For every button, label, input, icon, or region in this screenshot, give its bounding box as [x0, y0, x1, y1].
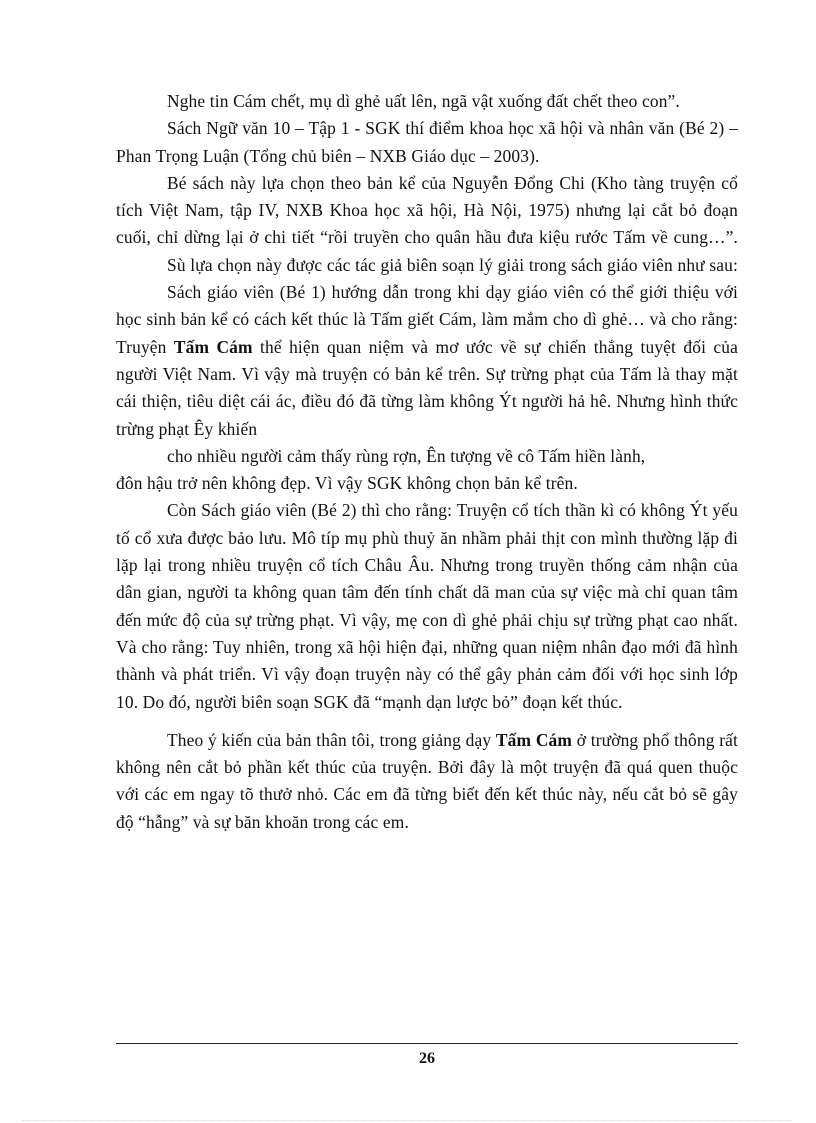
paragraph-5	[116, 279, 738, 443]
paragraph-3-text: Bé sách này lựa chọn theo bản kể của Nguyễn Đổng Chi (Kho tàng truyện cổ tích Việt Nam, tập IV, NXB Khoa học xã hội, Hà Nội, 1975) nhưng lại cắt bỏ đoạn cuối, chỉ dừng lại ở chi tiết “rồi truyền cho quân hầu đưa kiệu rước Tấm về cung…”.	[116, 172, 738, 248]
paragraph-1	[116, 88, 738, 115]
footer-divider	[116, 1043, 738, 1044]
story-title-tam-cam: Tấm Cám	[173, 336, 253, 357]
paragraph-6-text: Còn Sách giáo viên (Bé 2) thì cho rằng: Truyện cổ tích thần kì có không Ýt yếu tố cổ xưa được bảo lưu. Mô típ mụ phù thuỷ ăn nhầm phải thịt con mình thường lặp đi lặp lại trong nhiều truyện cổ tích Châu Âu. Nhưng trong truyền thống cảm nhận của dân gian, người ta không quan tâm đến tính chất dã man của sự việc mà chỉ quan tâm đến mức độ của sự trừng phạt. Vì vậy, mẹ con dì ghẻ phải chịu sự trừng phạt cao nhất. Và cho rằng: Tuy nhiên, trong xã hội hiện đại, những quan niệm nhân đạo mới đã hình thành và phát triển. Vì vậy đoạn truyện này có thể gây phản cảm đối với học sinh lớp 10. Do đó, người biên soạn SGK đã “mạnh dạn lược bỏ” đoạn kết thúc.	[116, 500, 738, 712]
paragraph-5-text-start: Sách giáo viên (Bé 1) hướng dẫn trong khi dạy giáo viên có thể giới thiệu với học sinh bản kể có cách kết thúc là Tấm giết Cám, làm mắm cho dì ghẻ… và cho rằng: Truyện	[116, 282, 738, 357]
paragraph-5-text-end: thể hiện quan niệm và mơ ước về sự chiến thắng tuyệt đối của người Việt Nam. Vì vậy mà truyện có bản kể trên. Sự trừng phạt của Tấm là thay mặt cái thiện, tiêu diệt cái ác, điều đó đã từng làm không Ýt người hả hê. Nhưng hình thức trừng phạt Êy khiến	[116, 336, 738, 439]
paragraph-7	[116, 727, 738, 836]
body-text	[116, 88, 738, 836]
paragraph-1-text: Nghe tin Cám chết, mụ dì ghẻ uất lên, ngã vật xuống đất chết theo con”.	[167, 91, 680, 111]
paragraph-spacing	[116, 716, 738, 727]
paragraph-2	[116, 115, 738, 170]
paragraph-5-final-line	[116, 470, 738, 497]
paragraph-4	[116, 252, 738, 279]
paragraph-2-text: Sách Ngữ văn 10 – Tập 1 - SGK thí điểm khoa học xã hội và nhân văn (Bé 2) – Phan Trọng Luận (Tổng chủ biên – NXB Giáo dục – 2003).	[116, 118, 738, 166]
paragraph-3	[116, 170, 738, 252]
paragraph-7-text-end: ở trường phổ thông rất không nên cắt bỏ phần kết thúc của truyện. Bởi đây là một truyện đã quá quen thuộc với các em ngay tõ thưở nhỏ. Các em đã từng biết đến kết thúc này, nếu cắt bỏ sẽ gây độ “hẫng” và sự băn khoăn trong các em.	[116, 729, 739, 832]
paragraph-7-text-start: Theo ý kiến của bản thân tôi, trong giảng dạy	[167, 729, 496, 750]
paragraph-5-continuation	[116, 443, 738, 470]
paragraph-5-final-line-text: đôn hậu trở nên không đẹp. Vì vậy SGK không chọn bản kể trên.	[116, 473, 578, 494]
paragraph-5-continuation-text: cho nhiều người cảm thấy rùng rợn, Ên tượng về cô Tấm hiền lành,	[167, 445, 646, 466]
story-title-tam-cam-2: Tấm Cám	[495, 729, 573, 750]
page-number: 26	[419, 1050, 435, 1067]
page-bottom-edge	[22, 1120, 792, 1121]
paragraph-6	[116, 497, 738, 715]
paragraph-4-text: Sù lựa chọn này được các tác giả biên soạn lý giải trong sách giáo viên như sau:	[167, 254, 738, 275]
